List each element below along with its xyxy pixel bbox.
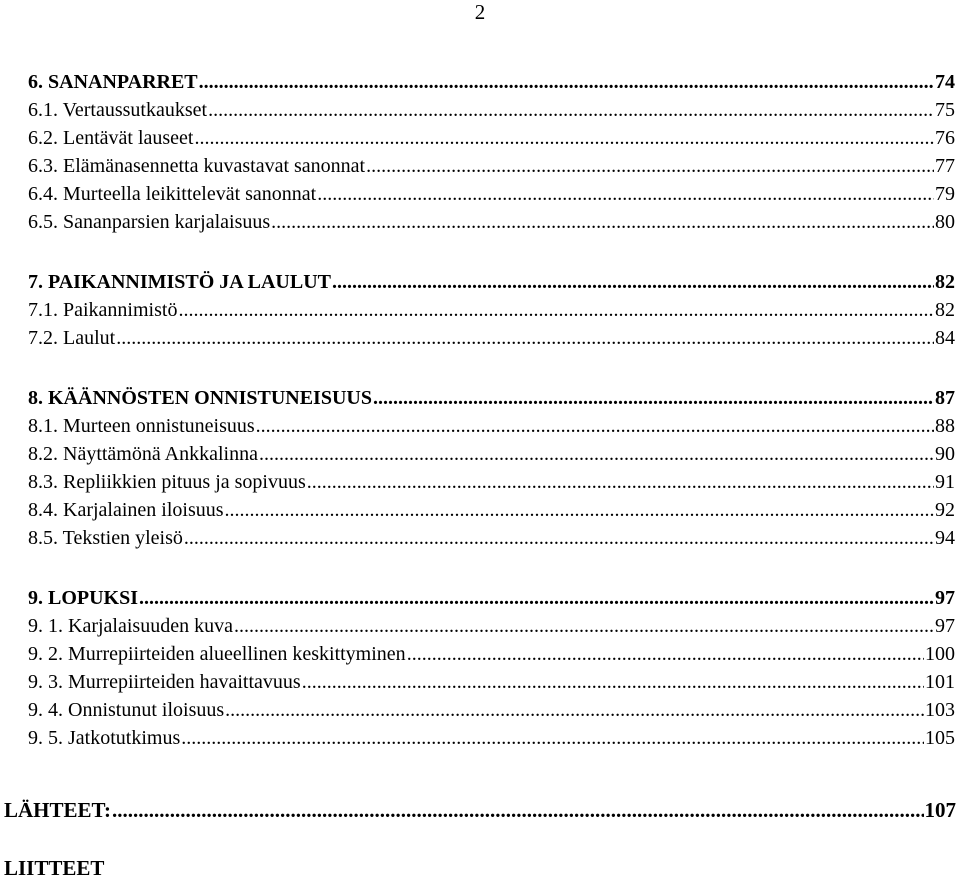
toc-dot-leader: [116, 326, 934, 350]
toc-entry-page: 90: [935, 443, 955, 465]
toc-entry-label: 6.2. Lentävät lauseet: [28, 127, 194, 149]
toc-dot-leader: [366, 154, 934, 178]
toc-entry-page: 100: [925, 643, 955, 665]
toc-entry-label: 7.2. Laulut: [28, 327, 116, 349]
toc-entry[interactable]: [28, 210, 955, 234]
toc-dot-leader: [307, 470, 934, 494]
toc-entry-label: 8.2. Näyttämönä Ankkalinna: [28, 443, 258, 465]
toc-entry-label: 6.5. Sananparsien karjalaisuus: [28, 211, 271, 233]
toc-dot-leader: [178, 298, 934, 322]
toc-entry-label: 6.3. Elämänasennetta kuvastavat sanonnat: [28, 155, 366, 177]
toc-entry[interactable]: [28, 442, 955, 466]
toc-dot-leader: [302, 670, 924, 694]
toc-entry-label: 8.5. Tekstien yleisö: [28, 527, 183, 549]
toc-dot-leader: [271, 210, 934, 234]
toc-entry-label: 9. 5. Jatkotutkimus: [28, 727, 181, 749]
toc-entry-label: 6.1. Vertaussutkaukset: [28, 99, 208, 121]
page-number: 2: [474, 0, 486, 24]
toc-entry-page: 97: [935, 615, 955, 637]
toc-dot-leader: [112, 798, 924, 822]
toc-entry[interactable]: [28, 586, 955, 610]
toc-entry-page: 74: [935, 71, 955, 93]
toc-dot-leader: [259, 442, 934, 466]
toc-entry[interactable]: [28, 182, 955, 206]
toc-dot-leader: [195, 126, 935, 150]
toc-dot-leader: [225, 498, 934, 522]
toc-entry[interactable]: [28, 270, 955, 294]
toc-entry-label: LÄHTEET:: [4, 798, 111, 822]
toc-entry-page: 107: [924, 798, 956, 822]
toc-dot-leader: [256, 414, 934, 438]
toc-dot-leader: [139, 586, 934, 610]
toc-entry-page: 76: [935, 127, 955, 149]
toc-entry[interactable]: [28, 470, 955, 494]
toc-entry-page: 97: [935, 587, 955, 609]
toc-dot-leader: [184, 526, 934, 550]
toc-entry[interactable]: [4, 798, 956, 822]
toc-entry-page: 84: [935, 327, 955, 349]
toc-dot-leader: [199, 70, 934, 94]
toc-dot-leader: [181, 726, 924, 750]
toc-dot-leader: [332, 270, 934, 294]
toc-entry[interactable]: [28, 298, 955, 322]
toc-entry-page: 82: [935, 271, 955, 293]
toc-entry-label: 8. KÄÄNNÖSTEN ONNISTUNEISUUS: [28, 387, 372, 409]
toc-entry-page: 82: [935, 299, 955, 321]
toc-entry-page: 94: [935, 527, 955, 549]
toc-dot-leader: [317, 182, 934, 206]
toc-entry[interactable]: [28, 670, 955, 694]
appendix-heading: LIITTEET: [4, 856, 105, 880]
toc-entry[interactable]: [28, 414, 955, 438]
toc-entry[interactable]: [28, 726, 955, 750]
toc-entry[interactable]: [28, 614, 955, 638]
toc-entry-label: 8.1. Murteen onnistuneisuus: [28, 415, 255, 437]
toc-entry-page: 87: [935, 387, 955, 409]
toc-entry-label: 9. LOPUKSI: [28, 587, 139, 609]
toc-dot-leader: [373, 386, 934, 410]
toc-entry-page: 88: [935, 415, 955, 437]
toc-entry[interactable]: [28, 642, 955, 666]
toc-dot-leader: [225, 698, 924, 722]
toc-dot-leader: [208, 98, 934, 122]
toc-entry-label: 7.1. Paikannimistö: [28, 299, 178, 321]
toc-entry-label: 9. 2. Murrepiirteiden alueellinen keskittyminen: [28, 643, 406, 665]
toc-entry-label: 8.3. Repliikkien pituus ja sopivuus: [28, 471, 306, 493]
toc-entry-page: 92: [935, 499, 955, 521]
toc-entry-page: 80: [935, 211, 955, 233]
toc-entry-page: 105: [925, 727, 955, 749]
toc-entry-page: 79: [935, 183, 955, 205]
toc-entry-label: 9. 1. Karjalaisuuden kuva: [28, 615, 233, 637]
toc-entry-page: 103: [925, 699, 955, 721]
toc-entry-page: 101: [925, 671, 955, 693]
toc-entry[interactable]: [28, 154, 955, 178]
toc-entry-label: 9. 4. Onnistunut iloisuus: [28, 699, 225, 721]
toc-dot-leader: [234, 614, 934, 638]
toc-entry[interactable]: [28, 98, 955, 122]
toc-entry-page: 75: [935, 99, 955, 121]
toc-entry-page: 91: [935, 471, 955, 493]
toc-entry-label: 8.4. Karjalainen iloisuus: [28, 499, 224, 521]
toc-entry[interactable]: [28, 498, 955, 522]
toc-entry[interactable]: [28, 386, 955, 410]
toc-entry-page: 77: [935, 155, 955, 177]
toc-entry[interactable]: [28, 126, 955, 150]
toc-entry-label: 9. 3. Murrepiirteiden havaittavuus: [28, 671, 301, 693]
toc-entry[interactable]: [28, 326, 955, 350]
toc-entry[interactable]: [28, 526, 955, 550]
toc-entry[interactable]: [28, 698, 955, 722]
toc-entry[interactable]: [28, 70, 955, 94]
toc-entry-label: 6.4. Murteella leikittelevät sanonnat: [28, 183, 317, 205]
toc-entry-label: 6. SANANPARRET: [28, 71, 198, 93]
toc-dot-leader: [407, 642, 924, 666]
toc-entry-label: 7. PAIKANNIMISTÖ JA LAULUT: [28, 271, 331, 293]
